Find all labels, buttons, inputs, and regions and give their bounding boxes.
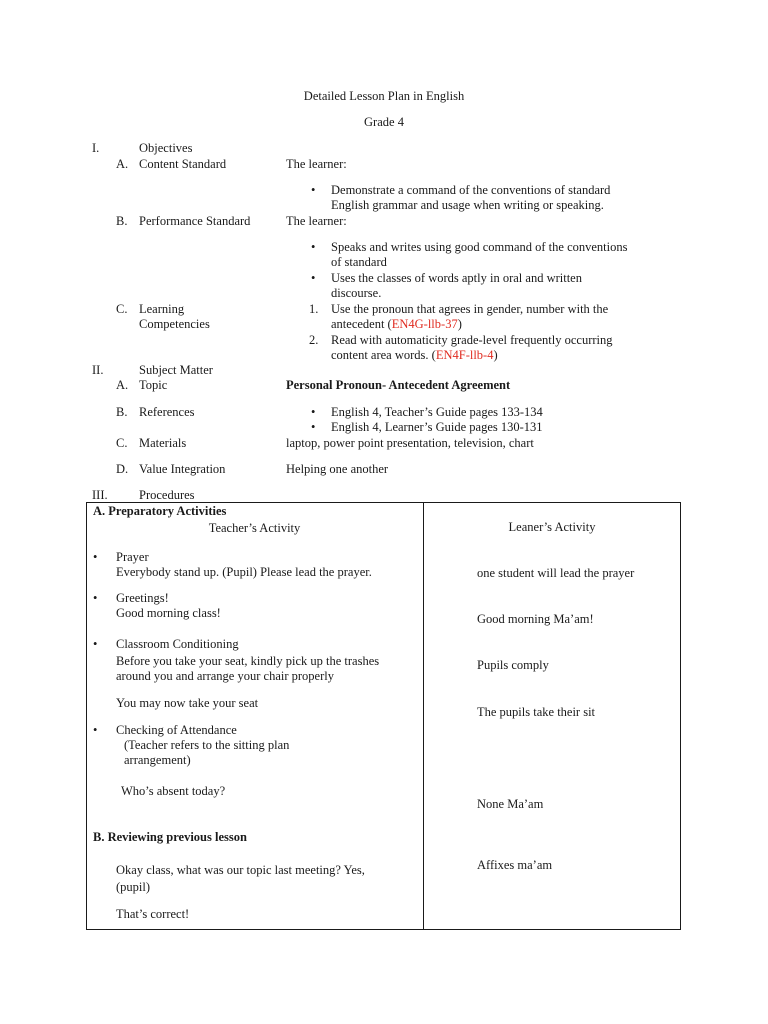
page-title: Detailed Lesson Plan in English (303, 89, 465, 103)
bullet-icon (93, 591, 97, 606)
performance-bullet2-line2: discourse. (331, 286, 382, 300)
value-integration-value: Helping one another (286, 462, 389, 476)
competency-2-line2: content area words. (EN4F-llb-4) (331, 348, 498, 362)
section-2-numeral: II. (92, 363, 104, 377)
learning-competencies-label-line2: Competencies (139, 317, 210, 331)
bullet-icon (311, 271, 315, 286)
seat-response: The pupils take their sit (477, 705, 596, 719)
bullet-icon (311, 240, 315, 255)
seat-text: You may now take your seat (116, 696, 259, 710)
performance-standard-text: The learner: (286, 214, 347, 228)
learning-competencies-letter: C. (116, 302, 128, 316)
performance-bullet2-line1: Uses the classes of words aptly in oral and written (331, 271, 582, 285)
grade-label: Grade 4 (364, 115, 404, 129)
value-integration-letter: D. (116, 462, 129, 476)
content-standard-label: Content Standard (139, 157, 227, 171)
topic-label: Topic (139, 378, 168, 392)
correct-text: That’s correct! (116, 907, 190, 921)
table-column-divider (423, 502, 424, 930)
absent-response: None Ma’am (477, 797, 544, 811)
topic-value: Personal Pronoun- Antecedent Agreement (286, 378, 511, 392)
competency-2-code: EN4F-llb-4 (435, 348, 494, 362)
bullet-icon (93, 637, 97, 652)
competency-1-code: EN4G-llb-37 (391, 317, 458, 331)
content-standard-letter: A. (116, 157, 129, 171)
section-3-numeral: III. (92, 488, 108, 502)
attendance-line1: (Teacher refers to the sitting plan (124, 738, 290, 752)
competency-1-line2: antecedent (EN4G-llb-37) (331, 317, 462, 331)
performance-bullet1-line2: of standard (331, 255, 387, 269)
prayer-label: Prayer (116, 550, 149, 564)
attendance-line2: arrangement) (124, 753, 191, 767)
content-standard-text: The learner: (286, 157, 347, 171)
competency-2-number: 2. (309, 333, 319, 347)
section-2-heading: Subject Matter (139, 363, 213, 377)
value-integration-label: Value Integration (139, 462, 226, 476)
materials-value: laptop, power point presentation, television, chart (286, 436, 534, 450)
conditioning-response: Pupils comply (477, 658, 549, 672)
greetings-label: Greetings! (116, 591, 169, 605)
content-standard-bullet-line1: Demonstrate a command of the conventions of standard (331, 183, 611, 197)
references-letter: B. (116, 405, 128, 419)
learner-activity-header: Leaner’s Activity (508, 520, 596, 534)
section-1-heading: Objectives (139, 141, 193, 155)
performance-standard-label: Performance Standard (139, 214, 251, 228)
reference-2: English 4, Learner’s Guide pages 130-131 (331, 420, 543, 434)
preparatory-activities-heading: A. Preparatory Activities (93, 504, 227, 518)
bullet-icon (93, 723, 97, 738)
competency-1-number: 1. (309, 302, 319, 316)
teacher-activity-header: Teacher’s Activity (208, 521, 301, 535)
content-standard-bullet-line2: English grammar and usage when writing or speaking. (331, 198, 604, 212)
bullet-icon (311, 420, 315, 435)
performance-standard-letter: B. (116, 214, 128, 228)
reference-1: English 4, Teacher’s Guide pages 133-134 (331, 405, 543, 419)
section-1-numeral: I. (92, 141, 100, 155)
learning-competencies-label-line1: Learning (139, 302, 185, 316)
section-3-heading: Procedures (139, 488, 195, 502)
absent-text: Who’s absent today? (121, 784, 226, 798)
attendance-label: Checking of Attendance (116, 723, 237, 737)
materials-letter: C. (116, 436, 128, 450)
prayer-response: one student will lead the prayer (477, 566, 635, 580)
bullet-icon (311, 405, 315, 420)
topic-letter: A. (116, 378, 129, 392)
prayer-text: Everybody stand up. (Pupil) Please lead the prayer. (116, 565, 372, 579)
review-line2: (pupil) (116, 880, 151, 894)
review-line1: Okay class, what was our topic last meeting? Yes, (116, 863, 365, 877)
bullet-icon (311, 183, 315, 198)
materials-label: Materials (139, 436, 187, 450)
review-response: Affixes ma’am (477, 858, 553, 872)
conditioning-line2: around you and arrange your chair properly (116, 669, 334, 683)
greetings-response: Good morning Ma’am! (477, 612, 594, 626)
greetings-text: Good morning class! (116, 606, 221, 620)
reviewing-lesson-heading: B. Reviewing previous lesson (93, 830, 247, 844)
conditioning-label: Classroom Conditioning (116, 637, 239, 651)
bullet-icon (93, 550, 97, 565)
competency-1-line1: Use the pronoun that agrees in gender, number with the (331, 302, 609, 316)
references-label: References (139, 405, 195, 419)
conditioning-line1: Before you take your seat, kindly pick up the trashes (116, 654, 380, 668)
performance-bullet1-line1: Speaks and writes using good command of the conventions (331, 240, 628, 254)
competency-2-line1: Read with automaticity grade-level frequently occurring (331, 333, 613, 347)
